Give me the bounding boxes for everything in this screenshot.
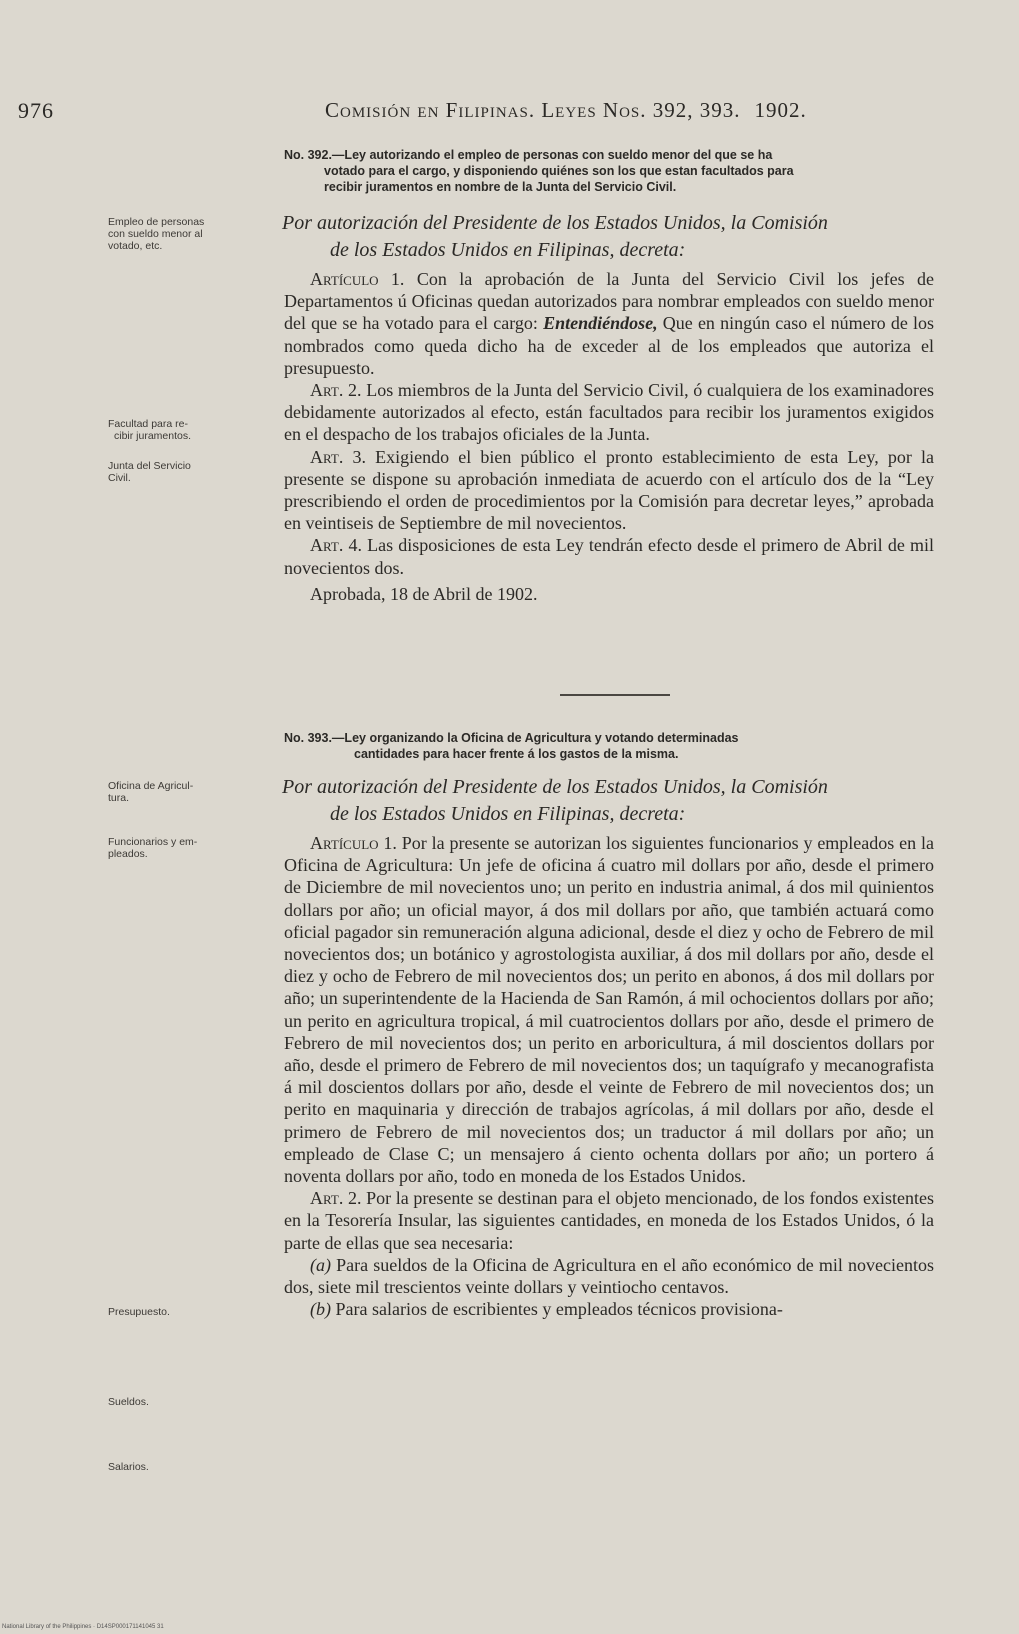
law-392-heading-line-1: No. 392.—Ley autorizando el empleo de personas con sueldo menor del que se ha: [284, 148, 773, 162]
scan-credit: National Library of the Philippines · D14SP000171141045 31: [2, 1624, 164, 1630]
law-393-body: [284, 832, 934, 1320]
article-3: [284, 446, 934, 535]
article-label: Art. 3.: [310, 446, 366, 467]
law-393-enacting-clause: [282, 774, 937, 828]
article-text: Por la presente se autorizan los siguientes funcionarios y empleados en la Oficina de Agricultura: Un jefe de oficina á cuatro mil dollars por año, desde el primero de Diciembre de mil novecientos uno; un perito en industria animal, á dos mil quinientos dollars por año; un oficial mayor, á dos mil dollars por año, que también actuará como oficial pagador sin remuneración alguna adicional, desde el diez y ocho de Febrero de mil novecientos dos; un botánico y agrostologista auxiliar, á dos mil dollars por año, desde el diez y ocho de Febrero de mil novecientos dos; un perito en abonos, á dos mil dollars por año; un superintendente de la Hacienda de San Ramón, á mil ochocientos dollars por año; un perito en agricultura tropical, á mil cuatrocientos dollars por año, desde el primero de Febrero de mil novecientos dos; un perito en arboricultura, á mil doscientos dollars por año, desde el primero de Febrero de mil novecientos dos; un taquígrafo y mecanografista á mil doscientos dollars por año, desde el veinte de Febrero de mil novecientos dos; un perito en maquinaria y dirección de trabajos agrícolas, á mil dollars por año, desde el primero de Febrero de mil novecientos dos; un traductor á mil dollars por año; un empleado de Clase C; un mensajero á ciento ochenta dollars por año; un portero á noventa dollars por año, todo en moneda de los Estados Unidos.: [284, 833, 934, 1187]
running-title: [325, 98, 807, 123]
margin-note-line: cibir juramentos.: [114, 430, 192, 442]
law-392-heading-line-3: recibir juramentos en nombre de la Junta del Servicio Civil.: [324, 180, 677, 194]
page-number: 976: [18, 98, 54, 123]
enact-line-1: Por autorización del Presidente de los Estados Unidos, la Comisión: [282, 212, 828, 234]
margin-note-line: Junta del Servicio: [108, 460, 191, 472]
article-text: Los miembros de la Junta del Servicio Civil, ó cualquiera de los examinadores debidamente autorizados al efecto, están facultados para recibir los juramentos exigidos en el despacho de los trabajos oficiales de la Junta.: [284, 380, 934, 445]
section-divider: [560, 694, 670, 696]
law-392-body: [284, 268, 934, 605]
enact-line-2: de los Estados Unidos en Filipinas, decreta:: [330, 803, 686, 825]
item-label: (a): [310, 1254, 331, 1275]
article-label: Art. 2.: [310, 1188, 362, 1209]
article-1: [284, 832, 934, 1187]
item-text: Para sueldos de la Oficina de Agricultura en el año económico de mil novecientos dos, siete mil trescientos veinte dollars y veintiocho centavos.: [284, 1254, 934, 1298]
item-label: (b): [310, 1299, 331, 1320]
margin-note-sueldos: Sueldos.: [108, 1396, 149, 1408]
item-a: [284, 1254, 934, 1298]
margin-note-line: votado, etc.: [108, 240, 163, 252]
article-1: [284, 268, 934, 379]
margin-note-line: Empleo de personas: [108, 216, 205, 228]
article-text: Que en ningún caso el número de los nombrados como queda dicho ha de exceder al de los empleados que autoriza el presupuesto.: [284, 313, 934, 378]
running-title-text: Comisión en Filipinas. Leyes Nos. 392, 393.: [325, 98, 741, 122]
margin-note-line: Funcionarios y em-: [108, 836, 198, 848]
law-392-heading: [284, 147, 934, 195]
article-text: Exigiendo el bien público el pronto establecimiento de esta Ley, por la presente se dispone su aprobación inmediata de acuerdo con el artículo dos de la “Ley prescribiendo el orden de procedimientos por la Comisión para decretar leyes,” aprobada en veintiseis de Septiembre de mil novecientos.: [284, 446, 934, 534]
item-text: Para salarios de escribientes y empleados técnicos provisiona-: [331, 1299, 783, 1320]
article-label: Art. 2.: [310, 380, 362, 401]
page-header: [0, 98, 1019, 128]
margin-note-salarios: Salarios.: [108, 1461, 149, 1473]
article-label: Artículo 1.: [310, 269, 405, 289]
margin-note-line: pleados.: [108, 848, 148, 860]
article-label: Art. 4.: [310, 535, 362, 556]
margin-note-facultad: [108, 418, 278, 442]
margin-note-line: Oficina de Agricul-: [108, 780, 194, 792]
margin-note-funcionarios: [108, 836, 278, 860]
margin-note-line: tura.: [108, 792, 130, 804]
margin-note-line: Civil.: [108, 472, 131, 484]
margin-note-empleo: [108, 216, 278, 252]
article-4: [284, 534, 934, 578]
enact-line-1: Por autorización del Presidente de los Estados Unidos, la Comisión: [282, 776, 828, 798]
article-label: Artículo 1.: [310, 833, 397, 853]
article-text: Por la presente se destinan para el objeto mencionado, de los fondos existentes en la Tesorería Insular, las siguientes cantidades, en moneda de los Estados Unidos, ó la parte de ellas que sea necesaria:: [284, 1188, 934, 1253]
law-393-heading-line-2: cantidades para hacer frente á los gastos de la misma.: [354, 747, 679, 761]
margin-note-oficina: [108, 780, 278, 804]
enact-line-2: de los Estados Unidos en Filipinas, decreta:: [330, 239, 686, 261]
article-text: Las disposiciones de esta Ley tendrán efecto desde el primero de Abril de mil novecientos dos.: [284, 535, 934, 578]
item-b: [284, 1298, 934, 1320]
law-393-heading: [284, 730, 934, 762]
article-emphasis: Entendiéndose,: [543, 313, 658, 334]
article-2: [284, 1187, 934, 1254]
margin-note-junta: [108, 460, 278, 484]
law-392-heading-line-2: votado para el cargo, y disponiendo quiénes son los que estan facultados para: [324, 164, 794, 178]
running-title-year: 1902.: [754, 98, 807, 122]
article-2: [284, 379, 934, 446]
margin-note-line: con sueldo menor al: [108, 228, 203, 240]
margin-note-line: Facultad para re-: [108, 418, 188, 430]
law-393-heading-line-1: No. 393.—Ley organizando la Oficina de Agricultura y votando determinadas: [284, 731, 739, 745]
margin-note-presupuesto: Presupuesto.: [108, 1306, 170, 1318]
approval-date: Aprobada, 18 de Abril de 1902.: [310, 583, 538, 604]
law-392-enacting-clause: [282, 210, 937, 264]
article-text: Con la aprobación de la Junta del Servicio Civil los jefes de Departamentos ú Oficinas quedan autorizados para nombrar empleados con sueldo menor del que se ha votado para el cargo:: [284, 269, 934, 334]
